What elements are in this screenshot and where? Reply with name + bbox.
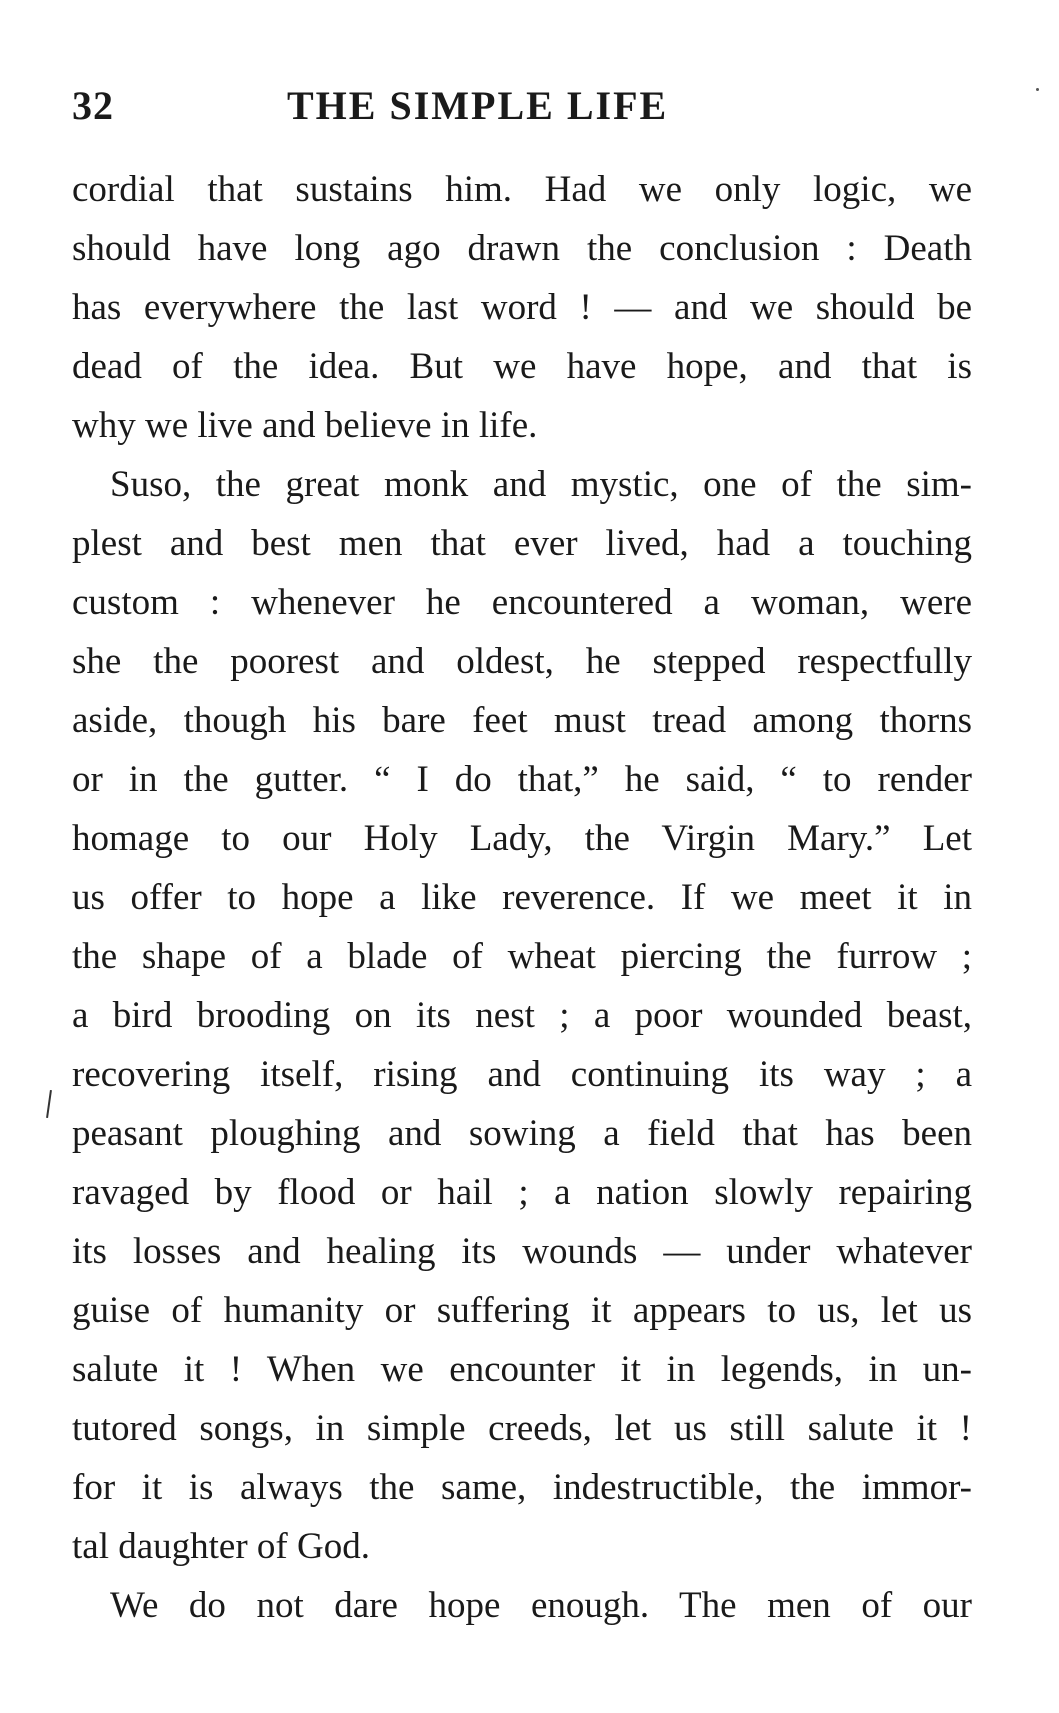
text-line: Suso, the great monk and mystic, one of the sim- bbox=[110, 464, 972, 505]
page-header bbox=[72, 82, 972, 142]
text-line: salute it ! When we encounter it in legends, in un- bbox=[72, 1349, 972, 1390]
text-line: has everywhere the last word ! — and we should be bbox=[72, 287, 972, 328]
text-line: or in the gutter. “ I do that,” he said, “ to render bbox=[72, 759, 972, 800]
running-title: THE SIMPLE LIFE bbox=[287, 83, 669, 128]
text-line: the shape of a blade of wheat piercing the furrow ; bbox=[72, 936, 972, 977]
text-line: We do not dare hope enough. The men of our bbox=[110, 1585, 972, 1626]
margin-mark bbox=[46, 1090, 52, 1118]
text-line: a bird brooding on its nest ; a poor wounded beast, bbox=[72, 995, 972, 1036]
text-line: ravaged by flood or hail ; a nation slowly repairing bbox=[72, 1172, 972, 1213]
text-line: recovering itself, rising and continuing its way ; a bbox=[72, 1054, 972, 1095]
print-speck bbox=[1036, 88, 1039, 91]
text-line: its losses and healing its wounds — under whatever bbox=[72, 1231, 972, 1272]
text-line: homage to our Holy Lady, the Virgin Mary.” Let bbox=[72, 818, 972, 859]
text-line: aside, though his bare feet must tread among thorns bbox=[72, 700, 972, 741]
text-line: tal daughter of God. bbox=[72, 1526, 370, 1567]
text-line: should have long ago drawn the conclusion : Death bbox=[72, 228, 972, 269]
text-line: dead of the idea. But we have hope, and that is bbox=[72, 346, 972, 387]
text-line: why we live and believe in life. bbox=[72, 405, 538, 446]
text-line: custom : whenever he encountered a woman, were bbox=[72, 582, 972, 623]
text-line: tutored songs, in simple creeds, let us still salute it ! bbox=[72, 1408, 972, 1449]
text-line: us offer to hope a like reverence. If we meet it in bbox=[72, 877, 972, 918]
text-line: peasant ploughing and sowing a field that has been bbox=[72, 1113, 972, 1154]
text-line: plest and best men that ever lived, had a touching bbox=[72, 523, 972, 564]
text-line: she the poorest and oldest, he stepped respectfully bbox=[72, 641, 972, 682]
body-text bbox=[72, 160, 972, 1635]
page-number: 32 bbox=[72, 83, 114, 128]
text-line: cordial that sustains him. Had we only logic, we bbox=[72, 169, 972, 210]
text-line: guise of humanity or suffering it appears to us, let us bbox=[72, 1290, 972, 1331]
text-line: for it is always the same, indestructible, the immor- bbox=[72, 1467, 972, 1508]
